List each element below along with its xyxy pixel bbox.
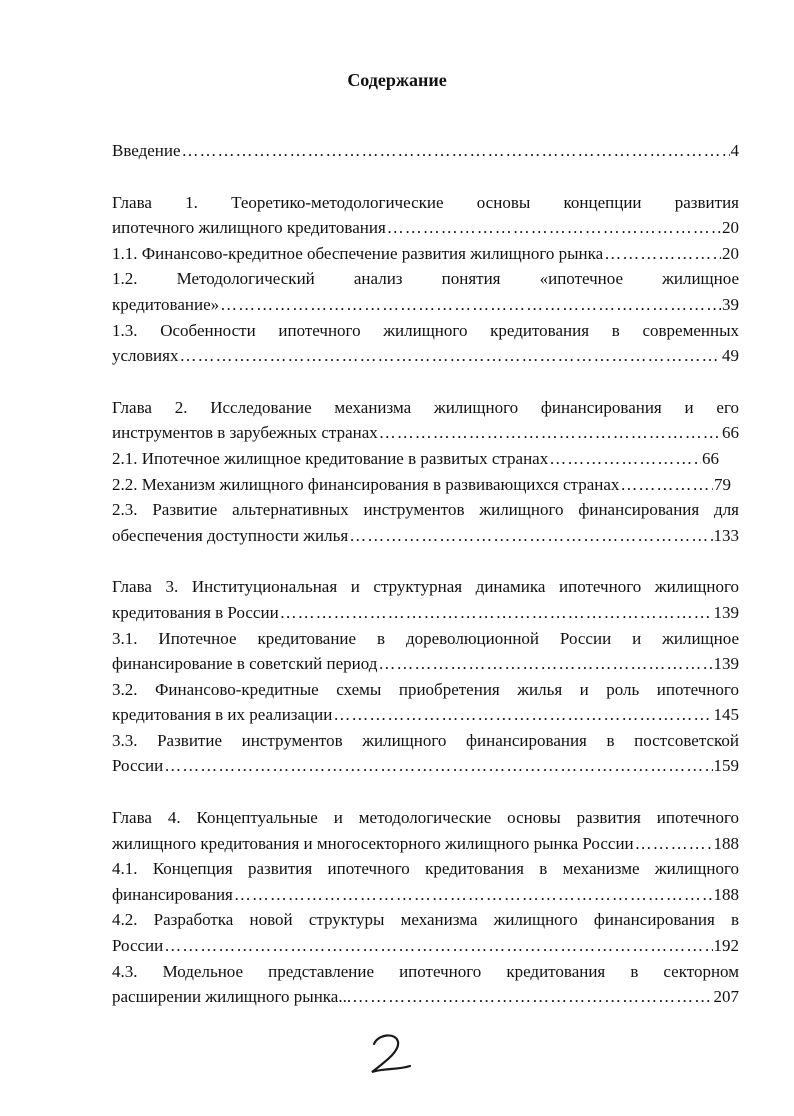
section-4-3-end: расширении жилищного рынка... ………………………………………………………………………………………………………………………………………………………………………………………… 207 bbox=[112, 984, 739, 1010]
section-2-1: 2.1. Ипотечное жилищное кредитование в развитых странах ………………………………………………………………………………………………………………………………………………………………………………………… 66 bbox=[112, 446, 739, 472]
chapter-1-heading-end: ипотечного жилищного кредитования ………………………………………………………………………………………………………………………………………………………………………………………… 20 bbox=[112, 215, 739, 241]
chapter-3-heading-end: кредитования в России ………………………………………………………………………………………………………………………………………………………………………………………… 139 bbox=[112, 600, 739, 626]
toc-entry-page: 133 bbox=[713, 525, 739, 545]
section-1-2-end: кредитование» ………………………………………………………………………………………………………………………………………………………………………………………… 39 bbox=[112, 292, 739, 318]
section-2-2: 2.2. Механизм жилищного финансирования в развивающихся странах ………………………………………………………………………………………………………………………………………………………………………………………… 79 bbox=[112, 472, 739, 498]
toc-entry-page: 139 bbox=[713, 654, 739, 674]
chapter-1-heading: Глава 1. Теоретико-методологические основы концепции развития bbox=[112, 192, 739, 212]
toc-entry-page: 207 bbox=[713, 987, 739, 1007]
toc-entry-page: 4 bbox=[730, 141, 739, 160]
section-1-3: 1.3. Особенности ипотечного жилищного кредитования в современных bbox=[112, 320, 739, 340]
section-2-3-end: обеспечения доступности жилья ………………………………………………………………………………………………………………………………………………………………………………………… 133 bbox=[112, 523, 739, 549]
page-title: Содержание bbox=[347, 70, 447, 90]
section-1-2: 1.2. Методологический анализ понятия «ипотечное жилищное bbox=[112, 269, 739, 289]
section-2-3: 2.3. Развитие альтернативных инструментов жилищного финансирования для bbox=[112, 500, 739, 520]
section-3-2-end: кредитования в их реализации ………………………………………………………………………………………………………………………………………………………………………………………… 145 bbox=[112, 702, 739, 728]
toc-entry-page: 79 bbox=[714, 474, 731, 494]
section-4-1-end: финансирования ………………………………………………………………………………………………………………………………………………………………………………………… 188 bbox=[112, 882, 739, 908]
chapter-4-heading-end: жилищного кредитования и многосекторного жилищного рынка России ………………………………………………………………………………………………………………………………………………………………………………………… 188 bbox=[112, 831, 739, 857]
toc-entry-intro bbox=[112, 138, 739, 164]
toc-entry-page: 20 bbox=[722, 218, 739, 238]
section-1-1: 1.1. Финансово-кредитное обеспечение развития жилищного рынка ………………………………………………………………………………………………………………………………………………………………………………………… 20 bbox=[112, 241, 739, 267]
toc-entry-page: 49 bbox=[722, 346, 739, 366]
handwritten-page-number bbox=[360, 1030, 420, 1080]
chapter-2-heading: Глава 2. Исследование механизма жилищного финансирования и его bbox=[112, 397, 739, 417]
toc-entry-page: 192 bbox=[713, 936, 739, 956]
section-4-3: 4.3. Модельное представление ипотечного кредитования в секторном bbox=[112, 961, 739, 981]
section-3-2: 3.2. Финансово-кредитные схемы приобретения жилья и роль ипотечного bbox=[112, 679, 739, 699]
toc-entry-page: 145 bbox=[713, 705, 739, 725]
section-4-2-end: России ………………………………………………………………………………………………………………………………………………………………………………………… 192 bbox=[112, 933, 739, 959]
toc-entry-page: 139 bbox=[713, 602, 739, 622]
chapter-3-heading: Глава 3. Институциональная и структурная динамика ипотечного жилищного bbox=[112, 577, 739, 597]
table-of-contents bbox=[112, 138, 739, 1010]
section-3-3-end: России ………………………………………………………………………………………………………………………………………………………………………………………… 159 bbox=[112, 753, 739, 779]
toc-entry-page: 20 bbox=[722, 243, 739, 263]
toc-entry-page: 188 bbox=[713, 833, 739, 853]
section-4-2: 4.2. Разработка новой структуры механизма жилищного финансирования в bbox=[112, 910, 739, 930]
chapter-2-heading-end: инструментов в зарубежных странах ………………………………………………………………………………………………………………………………………………………………………………………… 66 bbox=[112, 420, 739, 446]
toc-entry-page: 159 bbox=[713, 756, 739, 776]
section-4-1: 4.1. Концепция развития ипотечного кредитования в механизме жилищного bbox=[112, 859, 739, 879]
section-3-1-end: финансирование в советский период ………………………………………………………………………………………………………………………………………………………………………………………… 139 bbox=[112, 651, 739, 677]
section-3-3: 3.3. Развитие инструментов жилищного финансирования в постсоветской bbox=[112, 730, 739, 750]
toc-entry-page: 66 bbox=[702, 448, 719, 468]
section-3-1: 3.1. Ипотечное кредитование в дореволюционной России и жилищное bbox=[112, 628, 739, 648]
toc-entry-page: 39 bbox=[722, 294, 739, 314]
toc-entry-text: Введение bbox=[112, 141, 181, 160]
section-1-3-end: условиях ………………………………………………………………………………………………………………………………………………………………………………………… 49 bbox=[112, 343, 739, 369]
toc-entry-page: 188 bbox=[713, 884, 739, 904]
chapter-4-heading: Глава 4. Концептуальные и методологические основы развития ипотечного bbox=[112, 808, 739, 828]
toc-entry-page: 66 bbox=[722, 423, 739, 443]
